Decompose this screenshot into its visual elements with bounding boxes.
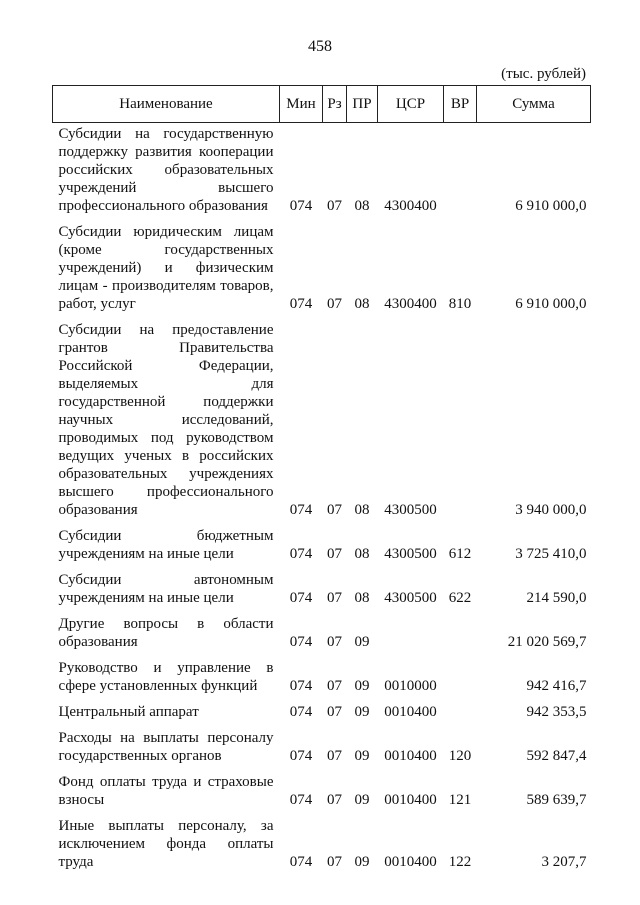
row-vr: 121: [448, 792, 472, 808]
table-row: [53, 727, 591, 771]
row-name: Руководство и управление в сфере установленных функций: [58, 660, 274, 694]
row-name: Субсидии на предоставление грантов Правительства Российской Федерации, выделяемых для государственной поддержки научных исследований, проводимых под руководством ведущих ученых в российских образовательных учреждениях высшего профессионального образования: [58, 322, 274, 518]
row-rz: 07: [327, 546, 342, 562]
row-name: Другие вопросы в области образования: [58, 616, 274, 650]
row-csr: 0010400: [384, 854, 437, 870]
header-pr: ПР: [347, 86, 378, 123]
row-name: Субсидии на государственную поддержку развития кооперации российских образовательных учреждений высшего профессионального образования: [58, 126, 274, 214]
row-csr: 4300500: [384, 546, 437, 562]
row-pr: 09: [354, 704, 370, 720]
row-min: 074: [289, 792, 313, 808]
row-sum: 942 353,5: [526, 704, 587, 720]
row-sum: 3 940 000,0: [515, 502, 587, 518]
header-vr: ВР: [444, 86, 477, 123]
row-sum: 592 847,4: [526, 748, 587, 764]
row-name: Иные выплаты персоналу, за исключением фонда оплаты труда: [58, 818, 274, 870]
header-row: [53, 86, 591, 123]
row-rz: 07: [327, 198, 342, 214]
row-sum: 589 639,7: [526, 792, 587, 808]
row-csr: 0010400: [384, 748, 437, 764]
row-name: Центральный аппарат: [58, 704, 199, 720]
row-csr: 0010400: [384, 792, 437, 808]
table-row: [53, 613, 591, 657]
row-pr: 08: [354, 590, 370, 606]
row-vr: 622: [448, 590, 472, 606]
row-min: 074: [289, 854, 313, 870]
row-name: Фонд оплаты труда и страховые взносы: [58, 774, 274, 808]
table-row: [53, 123, 591, 222]
row-pr: 08: [354, 546, 370, 562]
row-rz: 07: [327, 590, 342, 606]
row-sum: 6 910 000,0: [515, 296, 587, 312]
row-sum: 942 416,7: [526, 678, 587, 694]
header-min: Мин: [280, 86, 323, 123]
row-vr: 810: [448, 296, 472, 312]
header-name: Наименование: [53, 86, 280, 123]
row-vr: 120: [448, 748, 472, 764]
row-min: 074: [289, 296, 313, 312]
header-rz: Рз: [323, 86, 347, 123]
row-name: Субсидии автономным учреждениям на иные цели: [58, 572, 274, 606]
budget-table: [52, 85, 591, 877]
row-min: 074: [289, 704, 313, 720]
row-vr: [444, 613, 477, 657]
row-rz: 07: [327, 296, 342, 312]
row-sum: 3 207,7: [541, 854, 587, 870]
row-csr: 4300500: [384, 502, 437, 518]
row-min: 074: [289, 546, 313, 562]
row-sum: 3 725 410,0: [515, 546, 587, 562]
row-rz: 07: [327, 678, 342, 694]
table-row: [53, 525, 591, 569]
table-row: [53, 701, 591, 727]
row-min: 074: [289, 502, 313, 518]
row-rz: 07: [327, 854, 342, 870]
table-row: [53, 815, 591, 877]
row-pr: 09: [354, 634, 370, 650]
row-rz: 07: [327, 704, 342, 720]
page-number: 458: [308, 38, 332, 55]
row-vr: [444, 657, 477, 701]
row-csr: 4300500: [384, 590, 437, 606]
row-min: 074: [289, 748, 313, 764]
row-min: 074: [289, 678, 313, 694]
row-pr: 08: [354, 502, 370, 518]
header-csr: ЦСР: [378, 86, 444, 123]
row-min: 074: [289, 590, 313, 606]
row-name: Субсидии бюджетным учреждениям на иные цели: [58, 528, 274, 562]
row-sum: 6 910 000,0: [515, 198, 587, 214]
row-name: Субсидии юридическим лицам (кроме государственных учреждений) и физическим лицам - производителям товаров, работ, услуг: [58, 224, 274, 312]
row-vr: [444, 319, 477, 525]
row-csr: 0010000: [384, 678, 437, 694]
table-row: [53, 569, 591, 613]
row-pr: 08: [354, 296, 370, 312]
row-rz: 07: [327, 792, 342, 808]
row-name: Расходы на выплаты персоналу государственных органов: [58, 730, 274, 764]
row-csr: [378, 613, 444, 657]
row-vr: [444, 123, 477, 222]
table-row: [53, 771, 591, 815]
row-min: 074: [289, 634, 313, 650]
row-sum: 21 020 569,7: [507, 634, 587, 650]
row-pr: 09: [354, 678, 370, 694]
table-row: [53, 221, 591, 319]
row-rz: 07: [327, 502, 342, 518]
row-csr: 0010400: [384, 704, 437, 720]
row-pr: 09: [354, 854, 370, 870]
row-rz: 07: [327, 748, 342, 764]
row-csr: 4300400: [384, 198, 437, 214]
row-rz: 07: [327, 634, 342, 650]
row-vr: 612: [448, 546, 472, 562]
table-row: [53, 657, 591, 701]
units-label: (тыс. рублей): [501, 66, 586, 82]
table-row: [53, 319, 591, 525]
row-pr: 08: [354, 198, 370, 214]
row-sum: 214 590,0: [526, 590, 587, 606]
row-vr: [444, 701, 477, 727]
row-csr: 4300400: [384, 296, 437, 312]
header-sum: Сумма: [477, 86, 591, 123]
row-pr: 09: [354, 792, 370, 808]
row-pr: 09: [354, 748, 370, 764]
row-min: 074: [289, 198, 313, 214]
row-vr: 122: [448, 854, 472, 870]
